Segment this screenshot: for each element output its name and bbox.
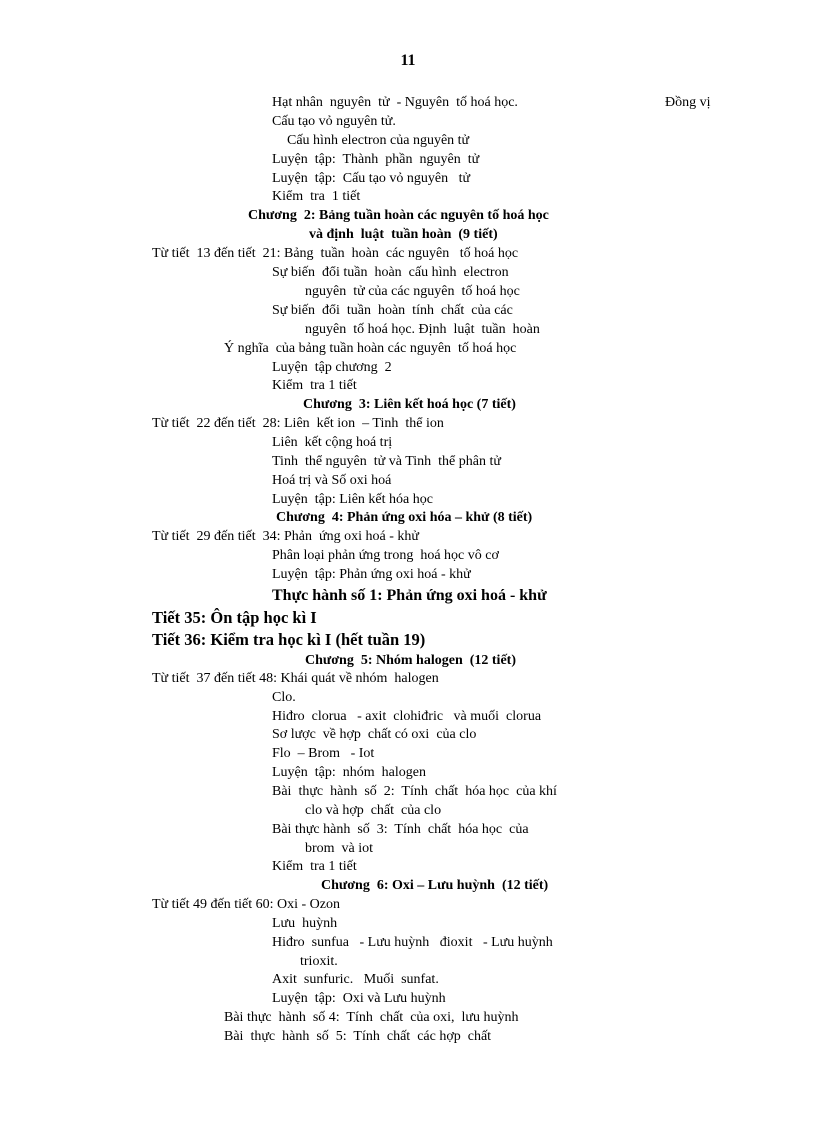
text-line: Kiểm tra 1 tiết — [272, 378, 357, 393]
text-line: Bài thực hành số 4: Tính chất của oxi, lưu huỳnh — [224, 1010, 519, 1025]
text-line: Tinh thể nguyên tử và Tinh thể phân tử — [272, 454, 501, 469]
text-line: nguyên tố hoá học. Định luật tuần hoàn — [305, 322, 540, 337]
text-line: Luyện tập: Cấu tạo vỏ nguyên tử — [272, 171, 471, 186]
text-line: nguyên tử của các nguyên tố hoá học — [305, 284, 520, 299]
text-line: Ý nghĩa của bảng tuần hoàn các nguyên tố hoá học — [224, 341, 517, 356]
chapter-heading: Chương 6: Oxi – Lưu huỳnh (12 tiết) — [321, 878, 549, 893]
text-line: Đồng vị — [665, 95, 711, 110]
text-line: Luyện tập: Oxi và Lưu huỳnh — [272, 991, 446, 1006]
text-line: Bài thực hành số 2: Tính chất hóa học của khí — [272, 784, 557, 799]
text-line: Sơ lược về hợp chất có oxi của clo — [272, 727, 477, 742]
practice-heading: Thực hành số 1: Phản ứng oxi hoá - khử — [272, 587, 547, 604]
chapter-heading: Chương 4: Phản ứng oxi hóa – khử (8 tiết) — [276, 510, 533, 525]
text-line: Kiểm tra 1 tiết — [272, 189, 361, 204]
text-line: brom và iot — [305, 841, 374, 856]
text-line: Phân loại phản ứng trong hoá học vô cơ — [272, 548, 499, 563]
text-line: clo và hợp chất của clo — [305, 803, 442, 818]
text-line: Từ tiết 13 đến tiết 21: Bảng tuần hoàn các nguyên tố hoá học — [152, 246, 519, 261]
text-line: Sự biến đổi tuần hoàn tính chất của các — [272, 303, 513, 318]
text-line: Flo – Brom - Iot — [272, 746, 375, 761]
text-line: Bài thực hành số 5: Tính chất các hợp chất — [224, 1029, 492, 1044]
text-line: Bài thực hành số 3: Tính chất hóa học của — [272, 822, 529, 837]
text-line: Từ tiết 29 đến tiết 34: Phản ứng oxi hoá - khử — [152, 529, 419, 544]
text-line: Luyện tập: Thành phần nguyên tử — [272, 152, 480, 167]
chapter-heading: Chương 3: Liên kết hoá học (7 tiết) — [303, 397, 516, 412]
text-line: Hạt nhân nguyên tử - Nguyên tố hoá học. — [272, 95, 518, 110]
chapter-heading: và định luật tuần hoàn (9 tiết) — [309, 227, 498, 242]
lesson-heading: Tiết 35: Ôn tập học kì I — [152, 608, 317, 627]
page-number: 11 — [400, 52, 416, 69]
text-line: Lưu huỳnh — [272, 916, 338, 931]
text-line: trioxit. — [300, 954, 338, 969]
text-line: Liên kết cộng hoá trị — [272, 435, 393, 450]
text-line: Hiđro clorua - axit clohiđric và muối clorua — [272, 709, 542, 724]
text-line: Cấu hình electron của nguyên tử — [287, 133, 470, 148]
text-line: Sự biến đổi tuần hoàn cấu hình electron — [272, 265, 509, 280]
text-line: Kiểm tra 1 tiết — [272, 859, 357, 874]
text-line: Từ tiết 49 đến tiết 60: Oxi - Ozon — [152, 897, 340, 912]
text-line: Cấu tạo vỏ nguyên tử. — [272, 114, 396, 129]
text-line: Từ tiết 22 đến tiết 28: Liên kết ion – Tinh thể ion — [152, 416, 444, 431]
text-line: Luyện tập: Liên kết hóa học — [272, 492, 433, 507]
text-line: Từ tiết 37 đến tiết 48: Khái quát về nhóm halogen — [152, 671, 439, 686]
text-line: Hiđro sunfua - Lưu huỳnh đioxit - Lưu huỳnh — [272, 935, 553, 950]
chapter-heading: Chương 2: Bảng tuần hoàn các nguyên tố hoá học — [248, 208, 549, 223]
text-line: Luyện tập: nhóm halogen — [272, 765, 426, 780]
text-line: Clo. — [272, 690, 296, 705]
chapter-heading: Chương 5: Nhóm halogen (12 tiết) — [305, 653, 516, 668]
text-line: Luyện tập: Phản ứng oxi hoá - khử — [272, 567, 471, 582]
text-line: Luyện tập chương 2 — [272, 360, 392, 375]
text-line: Hoá trị và Số oxi hoá — [272, 473, 392, 488]
lesson-heading: Tiết 36: Kiểm tra học kì I (hết tuần 19) — [152, 630, 426, 649]
text-line: Axit sunfuric. Muối sunfat. — [272, 972, 439, 987]
